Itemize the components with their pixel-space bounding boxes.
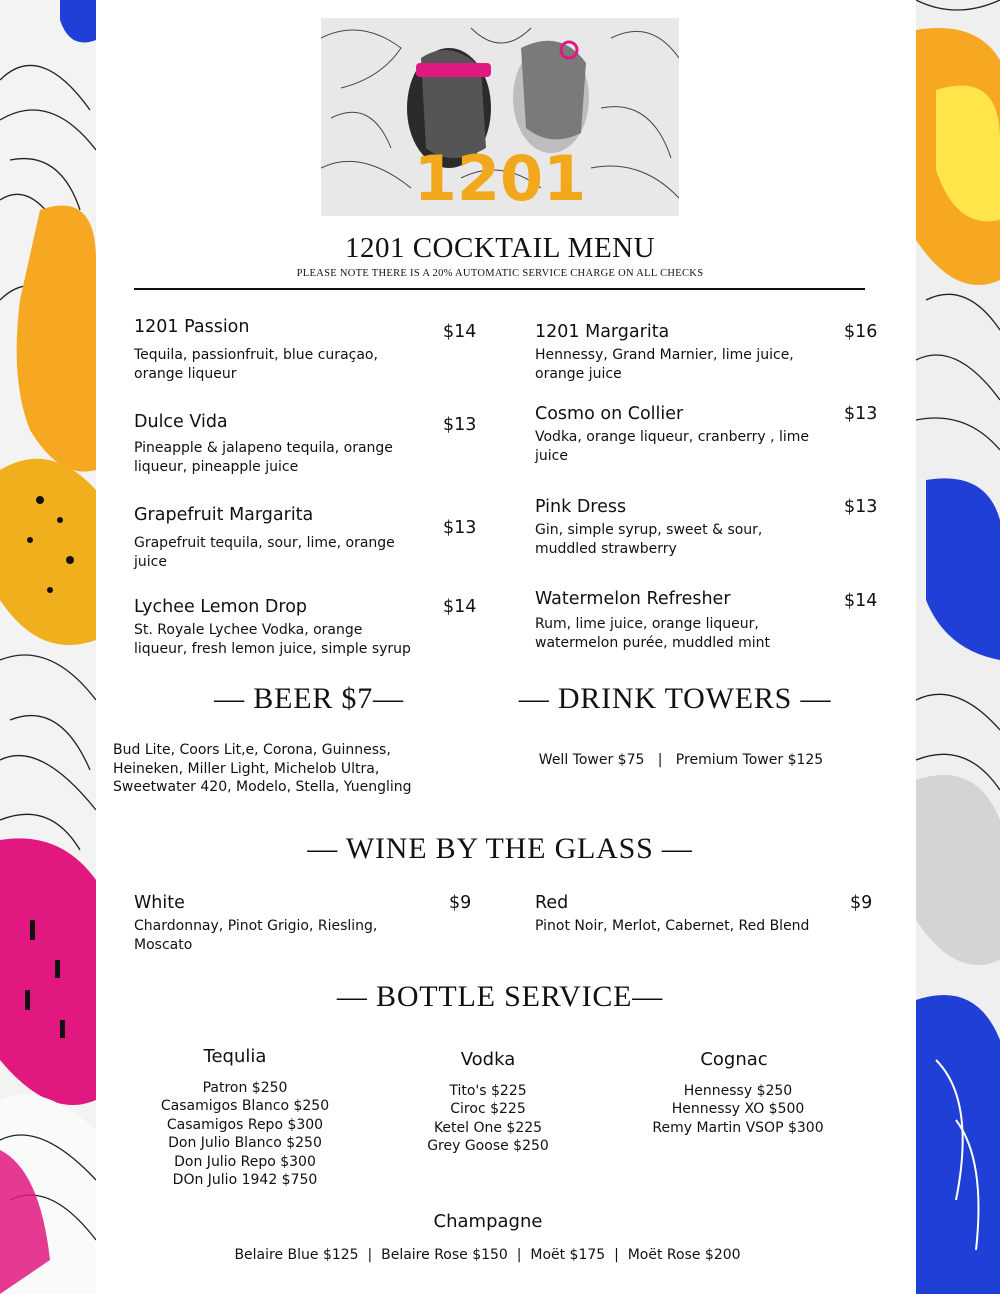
cocktail-name: Pink Dress — [535, 497, 627, 517]
logo-wordmark: 1201 — [413, 142, 587, 215]
cocktail-description: Pineapple & jalapeno tequila, orange liqueur, pineapple juice — [134, 440, 393, 475]
cocktail-name: Watermelon Refresher — [535, 589, 731, 609]
cocktail-description: Grapefruit tequila, sour, lime, orange juice — [134, 535, 395, 570]
cocktail-name: Cosmo on Collier — [535, 404, 684, 424]
cocktail-name: Dulce Vida — [134, 412, 228, 432]
list-item: Tito's $225 — [449, 1083, 527, 1099]
cocktail-description: Vodka, orange liqueur, cranberry , lime juice — [535, 429, 810, 464]
right-floral-decoration — [916, 0, 1000, 1294]
cocktail-description: Gin, simple syrup, sweet & sour, muddled strawberry — [535, 522, 763, 557]
title-divider — [134, 288, 865, 290]
drink-towers-text: Well Tower $75 | Premium Tower $125 — [538, 752, 824, 768]
wine-price: $9 — [449, 893, 472, 913]
vodka-list — [388, 1082, 588, 1156]
bottle-service-heading: — BOTTLE SERVICE— — [336, 980, 664, 1013]
cocktail-price: $14 — [844, 591, 878, 611]
cocktail-price: $13 — [443, 518, 477, 538]
list-item: Grey Goose $250 — [427, 1138, 549, 1155]
list-item: Hennessy $250 — [683, 1083, 793, 1099]
cocktail-description: Hennessy, Grand Marnier, lime juice, orange juice — [535, 347, 794, 382]
cocktail-name: 1201 Margarita — [535, 322, 670, 342]
logo-illustration — [321, 18, 679, 216]
list-item: Patron $250 — [202, 1080, 288, 1096]
drink-towers-heading: — DRINK TOWERS — — [518, 682, 832, 715]
cocktail-description: Tequila, passionfruit, blue curaçao, orange liqueur — [134, 347, 378, 382]
wine-name: Red — [535, 893, 569, 913]
cognac-heading: Cognac — [700, 1049, 768, 1070]
cocktail-price: $14 — [443, 597, 477, 617]
cognac-list — [634, 1082, 842, 1137]
cocktail-name: Lychee Lemon Drop — [134, 597, 308, 617]
list-item: Ketel One $225 — [433, 1119, 543, 1136]
cocktail-description: St. Royale Lychee Vodka, orange liqueur, fresh lemon juice, simple syrup — [134, 622, 411, 657]
cocktail-price: $16 — [844, 322, 878, 342]
vodka-heading: Vodka — [460, 1049, 516, 1070]
floral-pattern-right — [916, 0, 1000, 1294]
cocktail-name: Grapefruit Margarita — [134, 505, 314, 525]
wine-description: Chardonnay, Pinot Grigio, Riesling, Moscato — [134, 918, 378, 953]
tequila-heading: Tequlia — [203, 1046, 267, 1067]
champagne-heading: Champagne — [433, 1211, 543, 1232]
list-item: Casamigos Repo $300 — [166, 1116, 324, 1133]
list-item: Casamigos Blanco $250 — [160, 1098, 330, 1115]
champagne-list: Belaire Blue $125 | Belaire Rose $150 | Moët $175 | Moët Rose $200 — [234, 1247, 741, 1263]
wine-description: Pinot Noir, Merlot, Cabernet, Red Blend — [535, 918, 810, 934]
hero-logo-image — [321, 18, 679, 216]
cocktail-description: Rum, lime juice, orange liqueur, watermelon purée, muddled mint — [535, 616, 771, 651]
cocktail-price: $13 — [443, 415, 477, 435]
wine-name: White — [134, 893, 185, 913]
beer-heading: — BEER $7— — [214, 682, 404, 715]
list-item: Remy Martin VSOP $300 — [652, 1119, 824, 1136]
cocktail-name: 1201 Passion — [134, 317, 250, 337]
list-item: Don Julio Blanco $250 — [168, 1135, 322, 1152]
floral-pattern-left — [0, 0, 96, 1294]
menu-title: 1201 COCKTAIL MENU — [344, 232, 656, 264]
cocktail-price: $13 — [844, 404, 878, 424]
list-item: Hennessy XO $500 — [671, 1101, 805, 1118]
wine-heading: — WINE BY THE GLASS — — [307, 832, 693, 865]
list-item: Ciroc $225 — [450, 1101, 526, 1118]
wine-price: $9 — [850, 893, 873, 913]
left-floral-decoration — [0, 0, 96, 1294]
list-item: Don Julio Repo $300 — [174, 1153, 316, 1170]
cocktail-price: $14 — [443, 322, 477, 342]
beer-list: Bud Lite, Coors Lit,e, Corona, Guinness, Heineken, Miller Light, Michelob Ultra, Sweetwater 420, Modelo, Stella, Yuengling — [113, 742, 412, 795]
service-charge-notice: PLEASE NOTE THERE IS A 20% AUTOMATIC SERVICE CHARGE ON ALL CHECKS — [296, 268, 704, 279]
tequila-list — [135, 1079, 355, 1189]
list-item: DOn Julio 1942 $750 — [172, 1172, 318, 1189]
cocktail-price: $13 — [844, 497, 878, 517]
